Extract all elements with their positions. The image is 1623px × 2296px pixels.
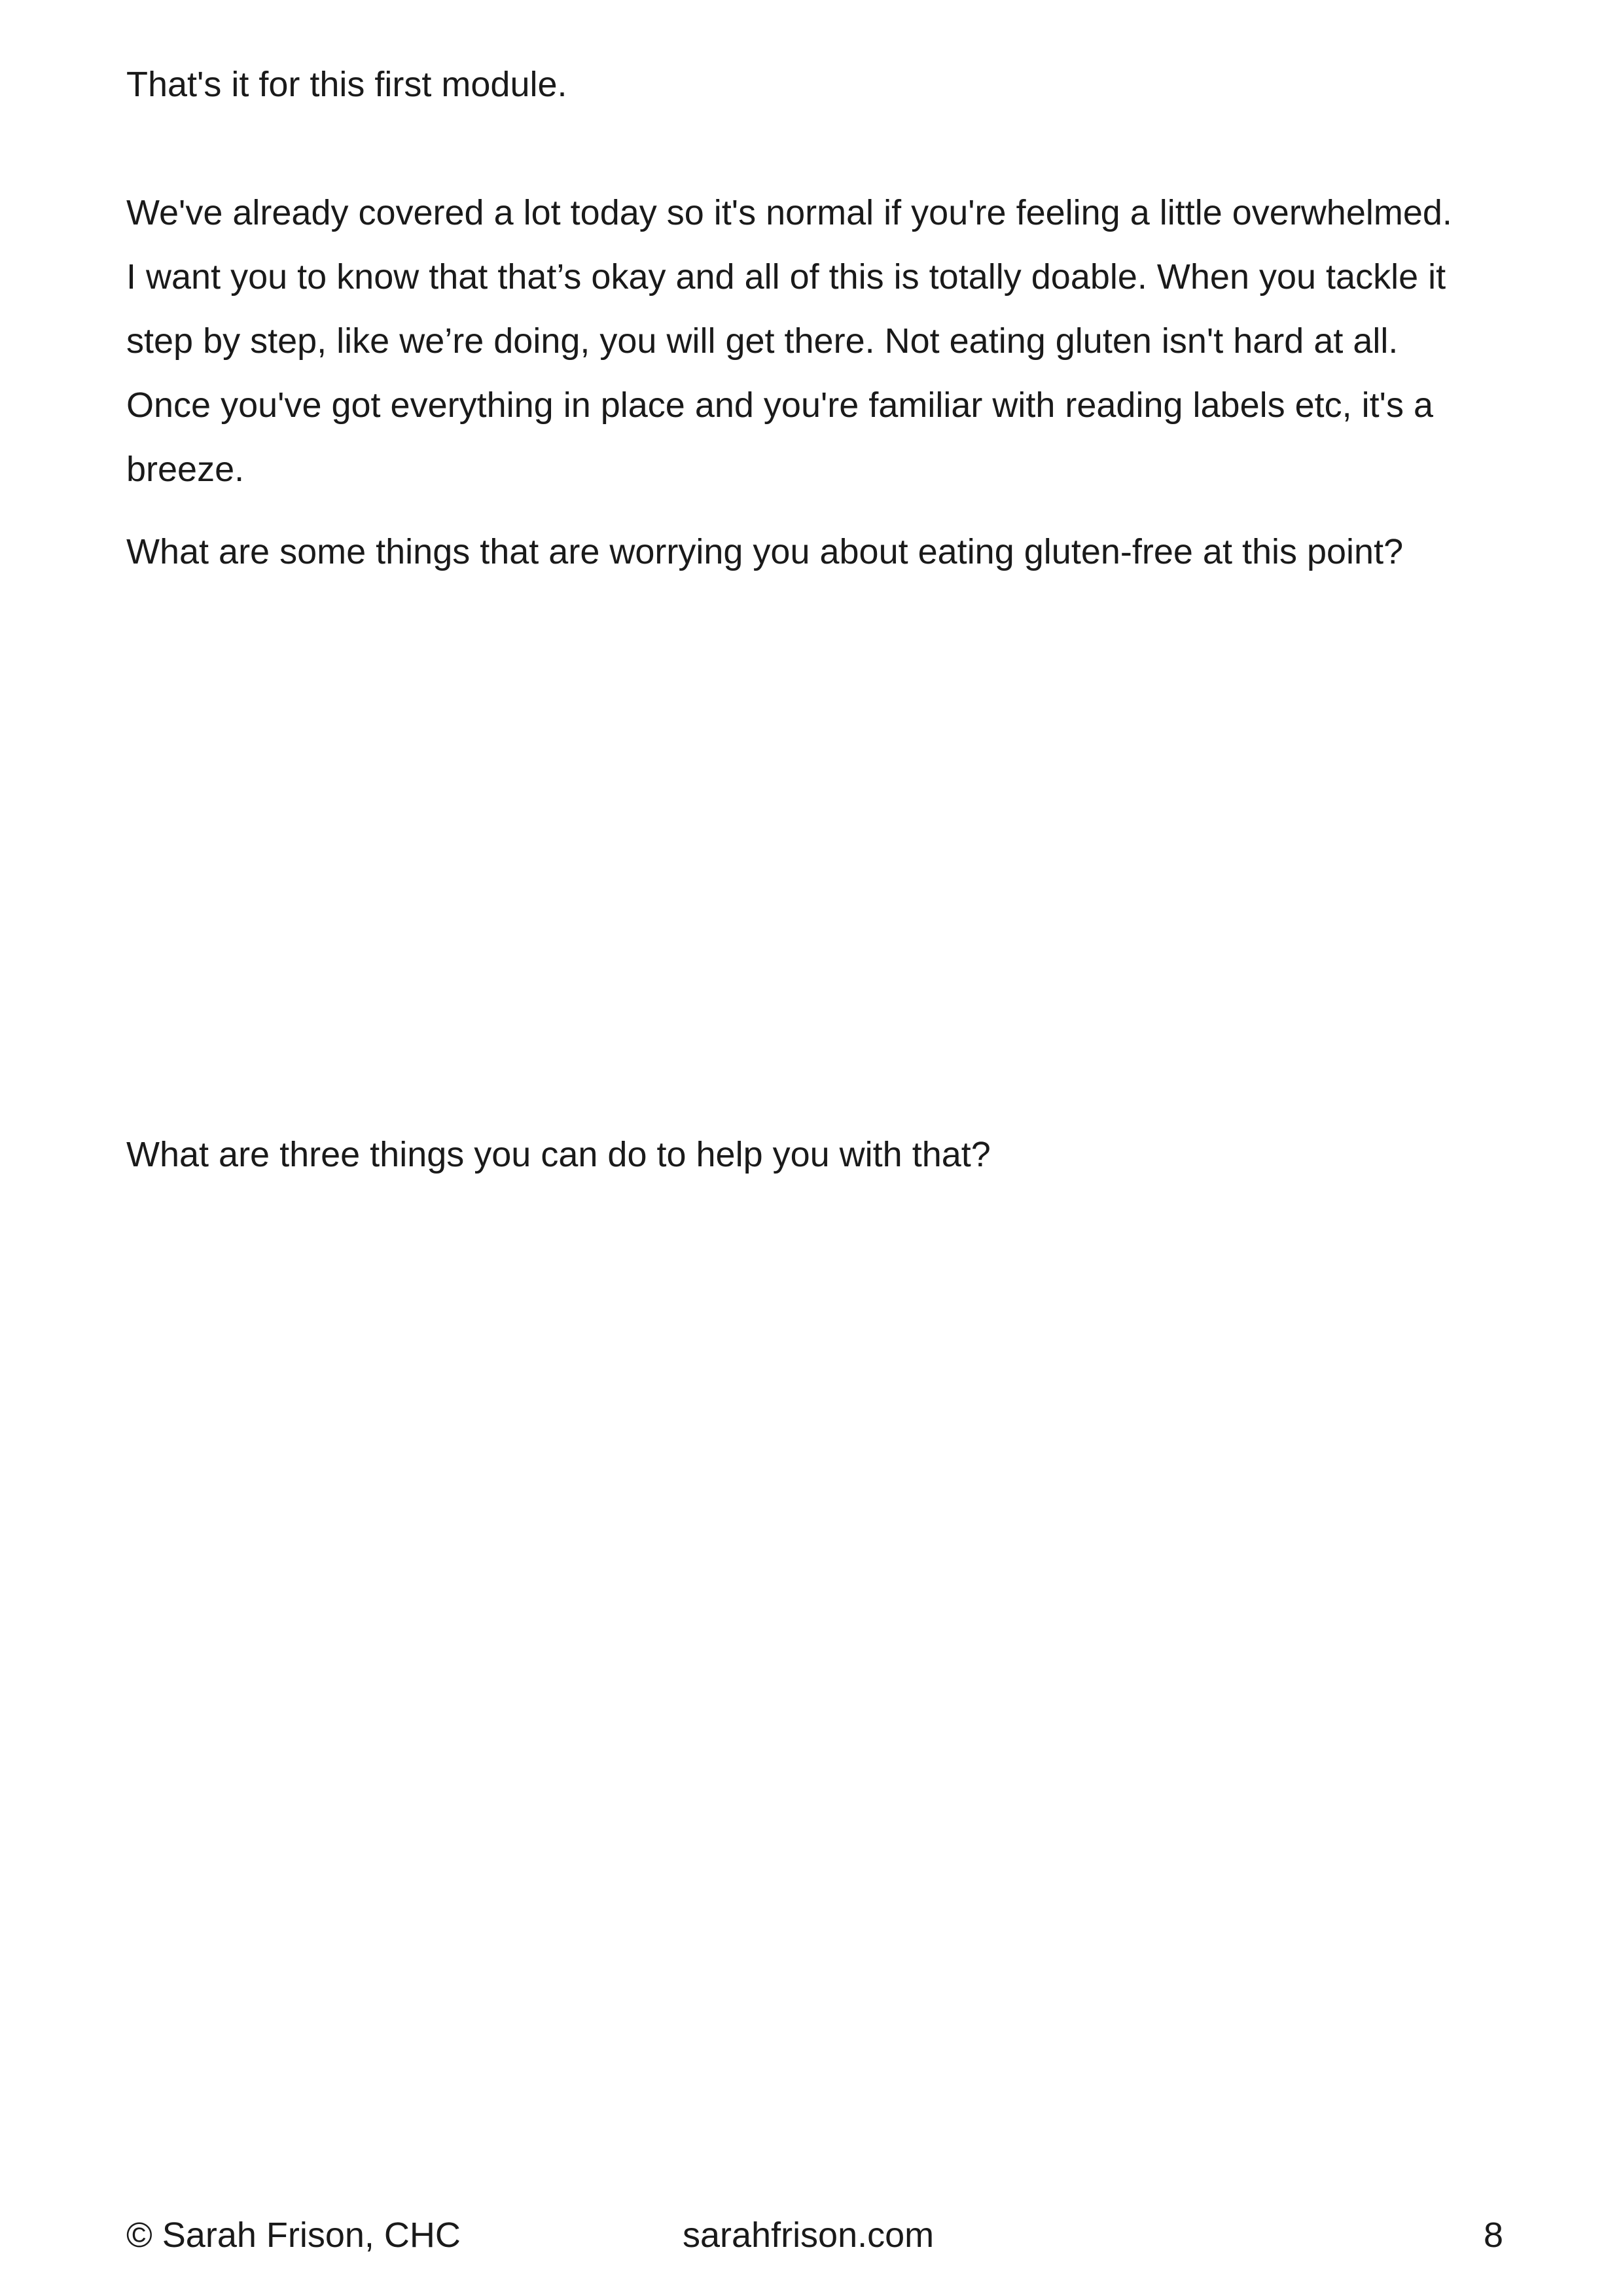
three-things-question: What are three things you can do to help you with that?	[126, 1135, 991, 1174]
doable-paragraph: I want you to know that that’s okay and all of this is totally doable. When you tackle it step by step, like we’re doing, you will get there. Not eating gluten isn't hard at all.	[126, 257, 1446, 361]
overwhelm-paragraph: We've already covered a lot today so it's normal if you're feeling a little overwhelmed.	[126, 193, 1452, 232]
footer-copyright: © Sarah Frison, CHC	[126, 2215, 461, 2255]
page-number: 8	[1483, 2215, 1503, 2255]
worry-question: What are some things that are worrying you about eating gluten-free at this point?	[126, 532, 1404, 571]
breeze-paragraph: Once you've got everything in place and you're familiar with reading labels etc, it's a breeze.	[126, 386, 1433, 489]
page-body	[126, 52, 1507, 584]
page-footer	[0, 2209, 1623, 2261]
footer-website: sarahfrison.com	[683, 2215, 935, 2255]
intro-paragraph: That's it for this first module.	[126, 65, 567, 104]
